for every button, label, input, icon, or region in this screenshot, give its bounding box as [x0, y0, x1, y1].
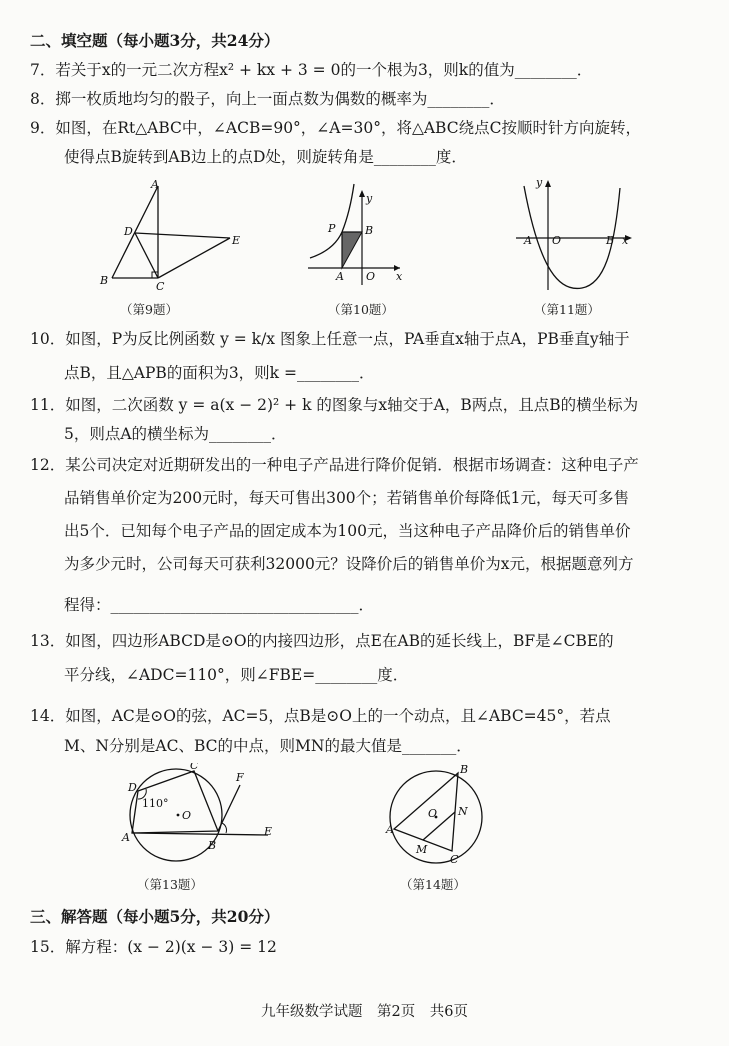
question-8: 8．掷一枚质地均匀的骰子，向上一面点数为偶数的概率为________． — [30, 90, 505, 108]
question-14-line-1: 14．如图，AC是⊙O的弦，AC=5，点B是⊙O上的一个动点，且∠ABC=45°，若点 — [30, 707, 611, 725]
fig13-label-b: B — [208, 839, 217, 852]
question-9-line-2: 使得点B旋转到AB边上的点D处，则旋转角是________度． — [64, 148, 467, 166]
fig14-label-m: M — [416, 843, 428, 856]
fig9-label-c: C — [156, 280, 165, 293]
question-14-line-2: M、N分别是AC、BC的中点，则MN的最大值是_______． — [64, 737, 472, 755]
figure-10 — [300, 180, 410, 294]
question-12-line-3: 出5个．已知每个电子产品的固定成本为100元，当这种电子产品降价后的销售单价 — [64, 522, 631, 540]
fig13-label-a: A — [122, 831, 130, 844]
question-12-line-4: 为多少元时，公司每天可获利32000元？设降价后的销售单价为x元，根据题意列方 — [64, 555, 634, 573]
question-10-line-1: 10．如图，P为反比例函数 y = k/x 图象上任意一点，PA垂直x轴于点A，PB垂直y轴于 — [30, 330, 630, 348]
fig14-label-a: A — [386, 823, 394, 836]
page-footer: 九年级数学试题 第2页 共6页 — [261, 1004, 468, 1020]
fig10-label-x: x — [396, 270, 403, 283]
fig10-label-a: A — [336, 270, 344, 283]
section-3-heading: 三、解答题（每小题5分，共20分） — [30, 907, 280, 926]
fig10-label-p: P — [328, 222, 336, 235]
figure-9 — [92, 178, 272, 297]
fig9-label-a: A — [151, 178, 159, 191]
question-15: 15．解方程：(x − 2)(x − 3) = 12 — [30, 938, 277, 956]
question-13-line-2: 平分线，∠ADC=110°，则∠FBE=________度． — [64, 666, 409, 684]
fig10-label-b: B — [365, 224, 374, 237]
fig9-label-d: D — [124, 225, 133, 238]
fig11-label-o: O — [552, 234, 562, 247]
fig9-caption: （第9题） — [120, 302, 178, 317]
figure-13 — [118, 763, 288, 877]
section-2-heading: 二、填空题（每小题3分，共24分） — [30, 31, 280, 50]
fig10-label-o: O — [366, 270, 376, 283]
fig13-label-c: C — [190, 763, 199, 772]
fig11-label-a: A — [524, 234, 532, 247]
fig11-label-y: y — [536, 176, 543, 189]
fig11-caption: （第11题） — [534, 302, 600, 317]
fig14-caption: （第14题） — [400, 877, 466, 892]
fig13-caption: （第13题） — [137, 877, 203, 892]
fig11-label-x: x — [622, 234, 629, 247]
question-11-line-2: 5，则点A的横坐标为________． — [64, 425, 287, 443]
question-12-line-5: 程得：________________________________． — [64, 596, 375, 614]
question-12-line-2: 品销售单价定为200元时，每天可售出300个；若销售单价每降低1元，每天可多售 — [64, 489, 630, 507]
question-10-line-2: 点B，且△APB的面积为3，则k =________． — [64, 364, 375, 382]
figure-11 — [510, 172, 640, 298]
fig13-label-e: E — [264, 825, 273, 838]
question-9-line-1: 9．如图，在Rt△ABC中，∠ACB=90°，∠A=30°，将△ABC绕点C按顺时针方向旋转， — [30, 119, 641, 137]
fig10-label-y: y — [366, 192, 373, 205]
question-12-line-1: 12．某公司决定对近期研发出的一种电子产品进行降价促销．根据市场调查：这种电子产 — [30, 456, 639, 474]
fig13-angle-label: 110° — [142, 797, 169, 810]
fig14-label-n: N — [458, 805, 468, 818]
fig13-label-o: O — [182, 809, 192, 822]
fig9-label-b: B — [100, 274, 109, 287]
question-13-line-1: 13．如图，四边形ABCD是⊙O的内接四边形，点E在AB的延长线上，BF是∠CBE的 — [30, 632, 614, 650]
fig13-label-d: D — [128, 781, 137, 794]
fig14-label-c: C — [450, 853, 459, 866]
figure-14 — [384, 763, 494, 877]
fig14-label-b: B — [460, 763, 469, 776]
fig10-caption: （第10题） — [328, 302, 394, 317]
fig13-label-f: F — [236, 771, 244, 784]
fig11-label-b: B — [606, 234, 615, 247]
fig14-label-o: O — [428, 807, 438, 820]
fig9-label-e: E — [232, 234, 241, 247]
question-7: 7．若关于x的一元二次方程x² + kx + 3 = 0的一个根为3，则k的值为________． — [30, 61, 593, 79]
question-11-line-1: 11．如图，二次函数 y = a(x − 2)² + k 的图象与x轴交于A，B两点，且点B的横坐标为 — [30, 396, 639, 414]
